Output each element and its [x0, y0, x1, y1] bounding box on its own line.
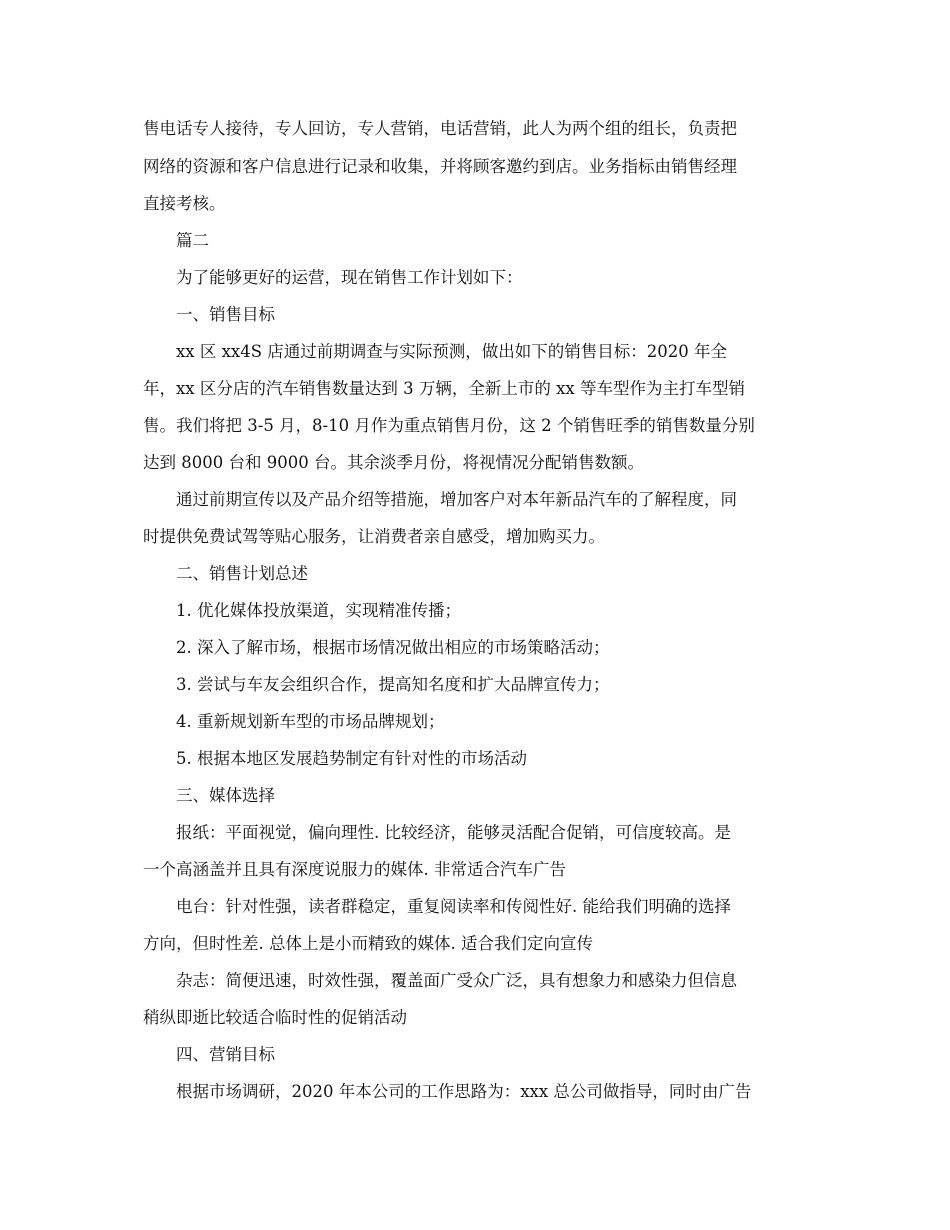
- paragraph-line: 网络的资源和客户信息进行记录和收集，并将顾客邀约到店。业务指标由销售经理: [143, 157, 737, 176]
- list-item: 3. 尝试与车友会组织合作，提高知名度和扩大品牌宣传力；: [176, 675, 610, 694]
- paragraph-line: xx 区 xx4S 店通过前期调查与实际预测，做出如下的销售目标：2020 年全: [176, 342, 727, 361]
- section-heading: 四、营销目标: [176, 1045, 275, 1064]
- paragraph-line: 一个高涵盖并且具有深度说服力的媒体. 非常适合汽车广告: [143, 860, 566, 879]
- paragraph-line: 报纸：平面视觉，偏向理性. 比较经济，能够灵活配合促销，可信度较高。是: [176, 823, 731, 842]
- paragraph-line: 售。我们将把 3-5 月，8-10 月作为重点销售月份，这 2 个销售旺季的销售数量分别: [143, 416, 755, 435]
- list-item: 1. 优化媒体投放渠道，实现精准传播；: [176, 601, 461, 620]
- paragraph-line: 年，xx 区分店的汽车销售数量达到 3 万辆，全新上市的 xx 等车型作为主打车型销: [143, 379, 745, 398]
- paragraph-line: 稍纵即逝比较适合临时性的促销活动: [143, 1008, 407, 1027]
- paragraph-line: 时提供免费试驾等贴心服务，让消费者亲自感受，增加购买力。: [143, 527, 605, 546]
- paragraph-line: 方向，但时性差. 总体上是小而精致的媒体. 适合我们定向宣传: [143, 934, 593, 953]
- paragraph-line: 根据市场调研，2020 年本公司的工作思路为：xxx 总公司做指导，同时由广告: [176, 1082, 752, 1101]
- paragraph-line: 杂志：简便迅速，时效性强，覆盖面广受众广泛，具有想象力和感染力但信息: [176, 971, 737, 990]
- paragraph-line: 为了能够更好的运营，现在销售工作计划如下：: [176, 268, 523, 287]
- section-heading: 三、媒体选择: [176, 786, 275, 805]
- section-heading: 篇二: [176, 231, 209, 250]
- paragraph-line: 达到 8000 台和 9000 台。其余淡季月份，将视情况分配销售数额。: [143, 453, 644, 472]
- section-heading: 二、销售计划总述: [176, 564, 308, 583]
- paragraph-line: 直接考核。: [143, 194, 226, 213]
- list-item: 2. 深入了解市场，根据市场情况做出相应的市场策略活动；: [176, 638, 610, 657]
- paragraph-line: 通过前期宣传以及产品介绍等措施，增加客户对本年新品汽车的了解程度，同: [176, 490, 737, 509]
- paragraph-line: 电台：针对性强，读者群稳定，重复阅读率和传阅性好. 能给我们明确的选择: [176, 897, 731, 916]
- list-item: 4. 重新规划新车型的市场品牌规划；: [176, 712, 445, 731]
- list-item: 5. 根据本地区发展趋势制定有针对性的市场活动: [176, 749, 527, 768]
- paragraph-line: 售电话专人接待，专人回访，专人营销，电话营销，此人为两个组的组长，负责把: [143, 119, 737, 138]
- section-heading: 一、销售目标: [176, 305, 275, 324]
